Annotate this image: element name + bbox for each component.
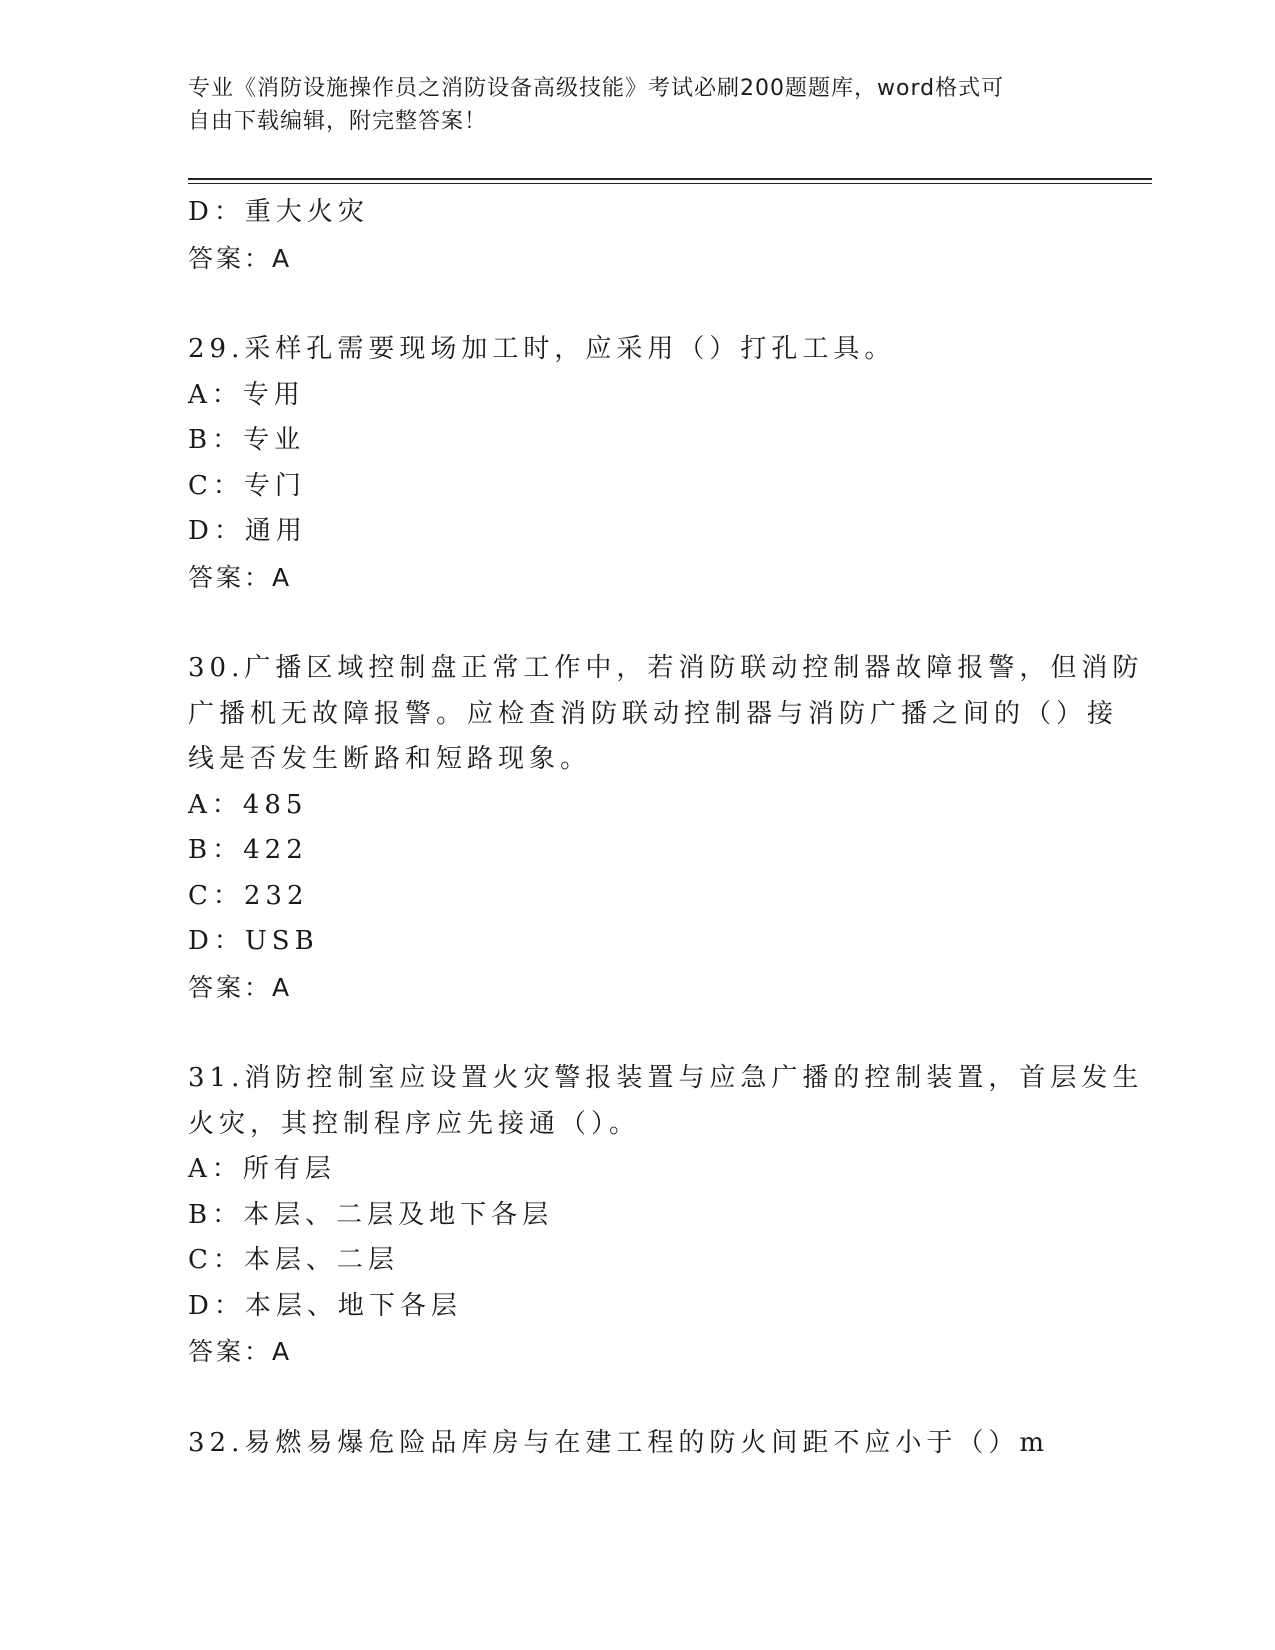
- option-b: B：本层、二层及地下各层: [188, 1199, 554, 1230]
- answer-line: 答案：A: [188, 1337, 293, 1366]
- answer-line: 答案：A: [188, 243, 293, 273]
- question-31: [188, 1056, 1144, 1375]
- answer-line: 答案：A: [188, 972, 293, 1002]
- option-b: B：专业: [188, 425, 306, 455]
- header-divider-thin: [188, 183, 1152, 184]
- question-stem-line-2: 广播机无故障报警。应检查消防联动控制器与消防广播之间的（）接: [188, 698, 1119, 729]
- question-stem: 32.易燃易爆危险品库房与在建工程的防火间距不应小于（）m: [188, 1427, 1050, 1458]
- question-stem-line-1: 30.广播区域控制盘正常工作中，若消防联动控制器故障报警，但消防: [188, 653, 1144, 683]
- header-line-1: 专业《消防设施操作员之消防设备高级技能》考试必刷200题题库，word格式可: [188, 76, 1005, 101]
- option-b: B：422: [188, 835, 308, 865]
- option-a: A：专用: [188, 379, 305, 410]
- header-line-2: 自由下载编辑，附完整答案！: [188, 109, 488, 134]
- answer-line: 答案：A: [188, 562, 293, 592]
- header-divider-thick: [188, 178, 1152, 180]
- option-d: D：通用: [188, 516, 307, 546]
- document-header: [188, 72, 1068, 138]
- option-c: C：本层、二层: [188, 1245, 399, 1275]
- question-list: [188, 190, 1144, 1466]
- option-c: C：专门: [188, 470, 306, 501]
- question-29: [188, 327, 1088, 600]
- question-stem: 29.采样孔需要现场加工时，应采用（）打孔工具。: [188, 334, 896, 364]
- option-c: C：232: [188, 880, 309, 911]
- question-stem-line-1: 31.消防控制室应设置火灾警报装置与应急广播的控制装置，首层发生: [188, 1063, 1144, 1093]
- option-d: D：USB: [188, 926, 319, 956]
- question-32: [188, 1421, 1088, 1467]
- question-stem-line-2: 火灾，其控制程序应先接通（）。: [188, 1108, 641, 1139]
- question-30: [188, 646, 1144, 1010]
- question-stem-line-3: 线是否发生断路和短路现象。: [188, 744, 592, 774]
- option-d: D：本层、地下各层: [188, 1290, 462, 1321]
- option-a: A：所有层: [188, 1154, 336, 1184]
- question-28-tail: [188, 190, 1088, 281]
- option-a: A：485: [188, 789, 308, 820]
- option-d: D：重大火灾: [188, 197, 369, 227]
